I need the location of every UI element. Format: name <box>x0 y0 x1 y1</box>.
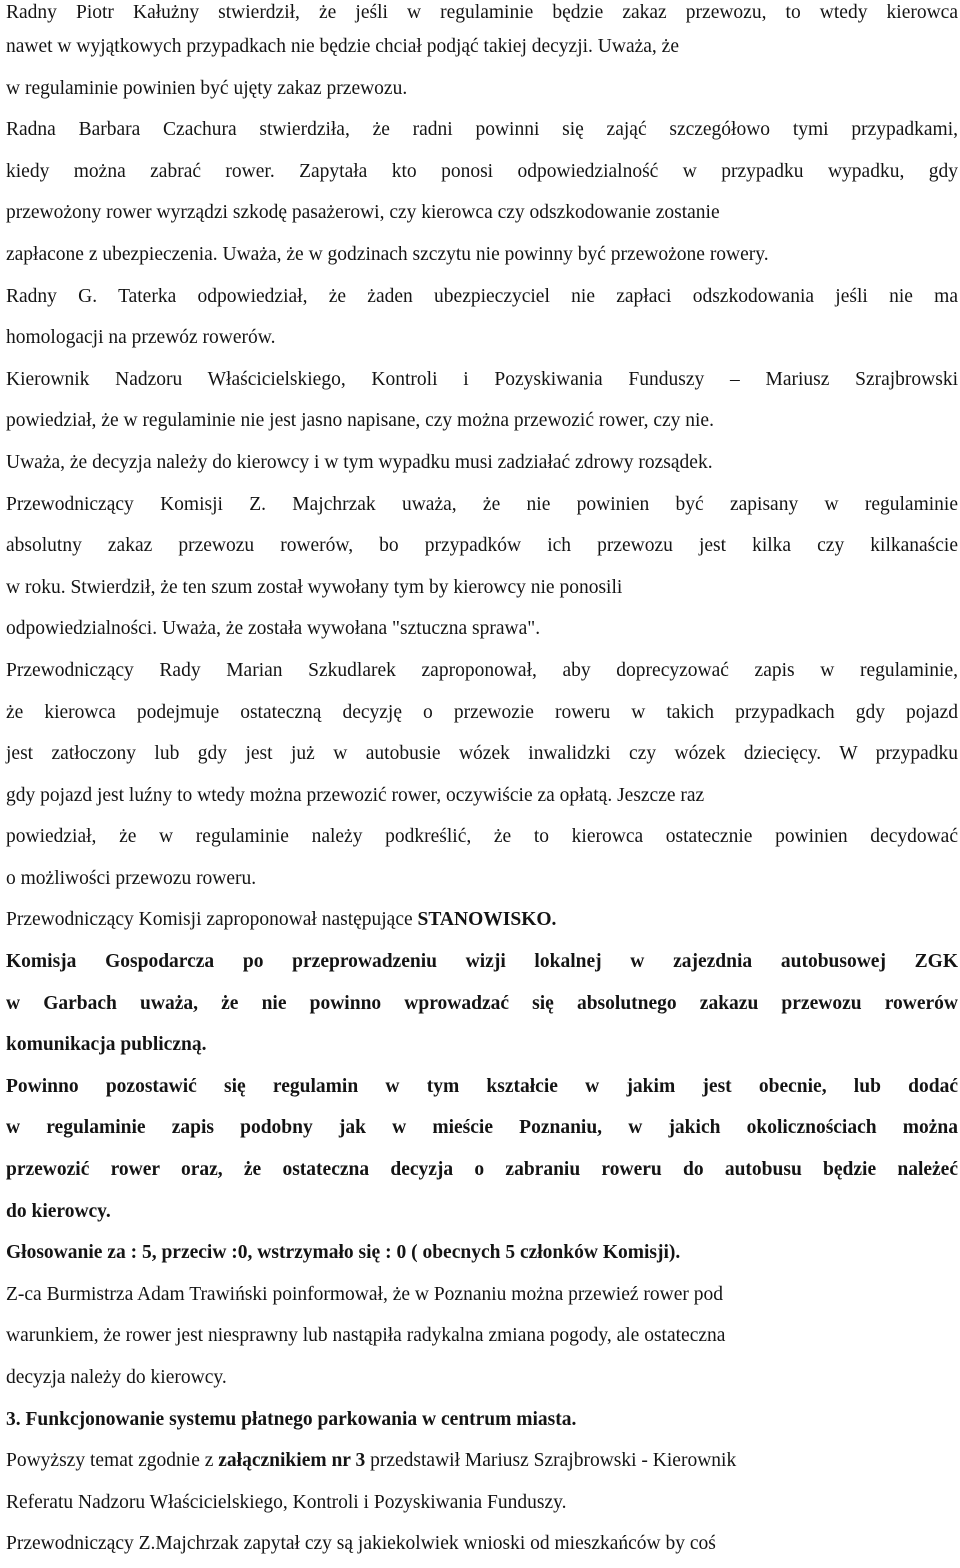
text-line <box>6 1149 958 1191</box>
text-line <box>6 359 958 401</box>
text-segment: Przewodniczący Rady Marian Szkudlarek zaproponował, aby doprecyzować zapis w regulaminie, <box>6 659 958 681</box>
text-line <box>6 816 958 858</box>
text-segment: Z-ca Burmistrza Adam Trawiński poinformował, że w Poznaniu można przewieź rower pod <box>6 1283 723 1305</box>
text-line <box>6 1191 958 1233</box>
text-line <box>6 899 958 941</box>
text-segment: w regulaminie powinien być ujęty zakaz przewozu. <box>6 77 408 99</box>
text-segment: Przewodniczący Z.Majchrzak zapytał czy są jakiekolwiek wnioski od mieszkańców by coś <box>6 1533 716 1555</box>
text-line <box>6 775 958 817</box>
text-line <box>6 276 958 318</box>
text-segment: przedstawił Mariusz Szrajbrowski - Kierownik <box>365 1450 737 1472</box>
text-segment: powiedział, że w regulaminie nie jest jasno napisane, czy można przewozić rower, czy nie. <box>6 410 714 432</box>
text-segment: Radna Barbara Czachura stwierdziła, że radni powinni się zająć szczegółowo tymi przypadkami, <box>6 119 958 141</box>
text-line <box>6 1440 958 1482</box>
text-line <box>6 151 958 193</box>
document-page <box>6 0 958 1565</box>
text-line <box>6 983 958 1025</box>
text-line <box>6 608 958 650</box>
text-segment: odpowiedzialności. Uważa, że została wywołana "sztuczna sprawa". <box>6 618 541 640</box>
text-line <box>6 1024 958 1066</box>
text-line <box>6 109 958 151</box>
bold-text: w regulaminie zapis podobny jak w mieście Poznaniu, w jakich okolicznościach można <box>6 1117 958 1139</box>
text-line <box>6 26 958 68</box>
text-line <box>6 1315 958 1357</box>
text-line <box>6 650 958 692</box>
text-line <box>6 941 958 983</box>
text-line <box>6 1482 958 1524</box>
bold-text: Powinno pozostawić się regulamin w tym kształcie w jakim jest obecnie, lub dodać <box>6 1075 958 1097</box>
text-line <box>6 0 958 26</box>
text-line <box>6 192 958 234</box>
text-line <box>6 1357 958 1399</box>
text-line <box>6 692 958 734</box>
text-line <box>6 1523 958 1565</box>
text-segment: warunkiem, że rower jest niesprawny lub nastąpiła radykalna zmiana pogody, ale ostateczna <box>6 1325 726 1347</box>
text-segment: Powyższy temat zgodnie z <box>6 1450 219 1472</box>
text-line <box>6 1107 958 1149</box>
text-segment: o możliwości przewozu roweru. <box>6 867 257 889</box>
text-segment: Uważa, że decyzja należy do kierowcy i w tym wypadku musi zadziałać zdrowy rozsądek. <box>6 451 713 473</box>
text-line <box>6 442 958 484</box>
text-segment: że kierowca podejmuje ostateczną decyzję o przewozie roweru w takich przypadkach gdy pojazd <box>6 701 958 723</box>
text-line <box>6 567 958 609</box>
text-segment: decyzja należy do kierowcy. <box>6 1367 227 1388</box>
text-segment: Radny Piotr Kałużny stwierdził, że jeśli w regulaminie będzie zakaz przewozu, to wtedy kierowca <box>6 2 958 23</box>
text-line <box>6 484 958 526</box>
text-segment: homologacji na przewóz rowerów. <box>6 327 276 349</box>
bold-text: do kierowcy. <box>6 1200 111 1222</box>
bold-text: przewozić rower oraz, że ostateczna decyzja o zabraniu roweru do autobusu będzie należeć <box>6 1159 958 1181</box>
text-segment: Przewodniczący Komisji zaproponował następujące <box>6 909 418 931</box>
text-line <box>6 525 958 567</box>
text-line <box>6 400 958 442</box>
text-segment: powiedział, że w regulaminie należy podkreślić, że to kierowca ostatecznie powinien decydować <box>6 826 958 848</box>
bold-text: załącznikiem nr 3 <box>218 1450 366 1472</box>
bold-text: w Garbach uważa, że nie powinno wprowadzać się absolutnego zakazu przewozu rowerów <box>6 992 958 1014</box>
text-segment: w roku. Stwierdził, że ten szum został wywołany tym by kierowcy nie ponosili <box>6 576 623 598</box>
text-segment: jest zatłoczony lub gdy jest już w autobusie wózek inwalidzki czy wózek dziecięcy. W przypadku <box>6 743 958 765</box>
bold-text: komunikacja publiczną. <box>6 1034 207 1056</box>
text-segment: Referatu Nadzoru Właścicielskiego, Kontroli i Pozyskiwania Funduszy. <box>6 1491 567 1513</box>
text-segment: Kierownik Nadzoru Właścicielskiego, Kontroli i Pozyskiwania Funduszy – Mariusz Szrajbrowski <box>6 368 958 390</box>
text-line <box>6 317 958 359</box>
bold-text: Głosowanie za : 5, przeciw :0, wstrzymało się : 0 ( obecnych 5 członków Komisji). <box>6 1242 681 1264</box>
text-segment: przewożony rower wyrządzi szkodę pasażerowi, czy kierowca czy odszkodowanie zostanie <box>6 202 720 224</box>
bold-text: 3. Funkcjonowanie systemu płatnego parkowania w centrum miasta. <box>6 1408 577 1430</box>
text-segment: absolutny zakaz przewozu rowerów, bo przypadków ich przewozu jest kilka czy kilkanaście <box>6 535 958 557</box>
text-segment: Radny G. Taterka odpowiedział, że żaden ubezpieczyciel nie zapłaci odszkodowania jeśli nie ma <box>6 285 958 307</box>
text-line <box>6 733 958 775</box>
text-segment: nawet w wyjątkowych przypadkach nie będzie chciał podjąć takiej decyzji. Uważa, że <box>6 36 679 57</box>
text-line <box>6 68 958 110</box>
text-line <box>6 1232 958 1274</box>
text-line <box>6 1066 958 1108</box>
text-segment: zapłacone z ubezpieczenia. Uważa, że w godzinach szczytu nie powinny być przewożone rowery. <box>6 243 769 265</box>
bold-text: STANOWISKO. <box>417 909 557 931</box>
text-line <box>6 234 958 276</box>
bold-text: Komisja Gospodarcza po przeprowadzeniu wizji lokalnej w zajezdnia autobusowej ZGK <box>6 951 958 973</box>
text-segment: gdy pojazd jest luźny to wtedy można przewozić rower, oczywiście za opłatą. Jeszcze raz <box>6 784 705 806</box>
text-line <box>6 1274 958 1316</box>
text-segment: kiedy można zabrać rower. Zapytała kto ponosi odpowiedzialność w przypadku wypadku, gdy <box>6 160 958 182</box>
text-line <box>6 858 958 900</box>
text-line <box>6 1399 958 1441</box>
text-segment: Przewodniczący Komisji Z. Majchrzak uważa, że nie powinien być zapisany w regulaminie <box>6 493 958 515</box>
